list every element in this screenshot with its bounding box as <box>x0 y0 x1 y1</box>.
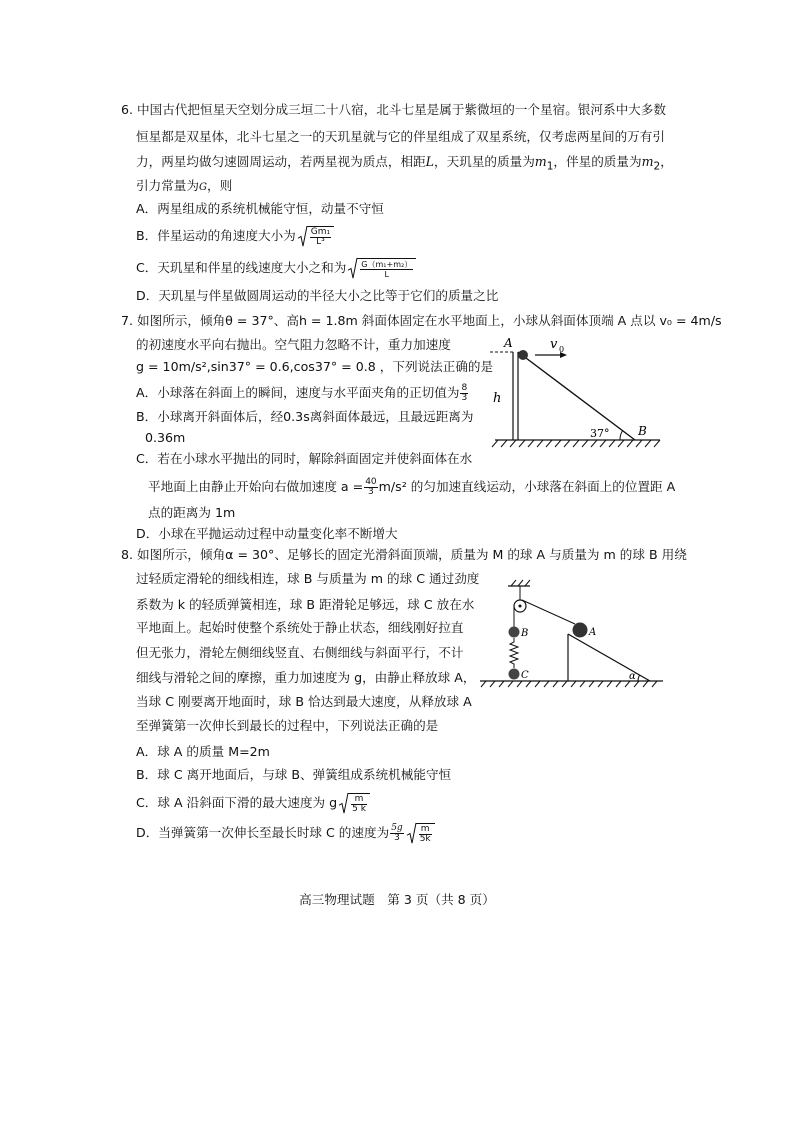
q8-line-4: 平地面上。起始时使整个系统处于静止状态，细线刚好拉直 <box>136 620 464 635</box>
label-v0: v <box>550 337 558 352</box>
label-b: B <box>521 628 529 639</box>
ground-hatching <box>492 440 660 447</box>
label-v0-subscript: 0 <box>559 345 565 354</box>
angle-arc <box>620 431 623 440</box>
fraction-numerator: 8 <box>461 383 468 393</box>
option-text: 平地面上由静止开始向右做加速度 a = <box>148 479 364 494</box>
fraction-denominator: 5k <box>419 834 431 844</box>
q8-line-7: 当球 C 刚要离开地面时，球 B 恰达到最大速度，从释放球 A <box>136 694 472 709</box>
subscript: 1 <box>546 160 554 173</box>
ceiling-hatching <box>511 580 530 586</box>
q8-option-d <box>136 823 435 844</box>
label-c: C <box>521 670 529 681</box>
q8-line-6: 细线与滑轮之间的摩擦，重力加速度为 g，由静止释放球 A， <box>136 670 476 685</box>
q6-text: ，天玑星的质量为 <box>434 154 535 169</box>
string-incline <box>522 600 575 624</box>
q6-text: ，伴星的质量为 <box>553 154 642 169</box>
fraction-numerator: Gm₁ <box>310 227 331 237</box>
q8-line-1: 8. 如图所示，倾角α = 30°、足够长的固定光滑斜面顶端，质量为 M 的球 A 与质量为 m 的球 B 用绕 <box>121 547 687 562</box>
subscript: 2 <box>653 160 661 173</box>
fraction-denominator: 3 <box>368 487 374 497</box>
q6-text: ， <box>660 154 673 169</box>
q7-option-b-line-2: 0.36m <box>145 430 186 445</box>
symbol-G: G <box>198 182 207 193</box>
q7-line-2: 的初速度水平向右抛出。空气阻力忽略不计，重力加速度 <box>136 337 451 352</box>
fraction-denominator: 3 <box>394 833 400 843</box>
ball-icon <box>518 350 528 360</box>
fraction-denominator: L <box>384 270 389 279</box>
q7-option-c-line-2 <box>148 478 675 497</box>
ball-b-icon <box>509 627 520 638</box>
q8-line-5: 但无张力，滑轮左侧细线竖直、右侧细线与斜面平行，不计 <box>136 645 464 660</box>
q7-option-c-line-3: 点的距离为 1m <box>148 505 236 520</box>
q6-line-3 <box>136 154 673 175</box>
q6-line-2: 恒星都是双星体，北斗七星之一的天玑星就与它的伴星组成了双星系统，仅考虑两星间的万有引 <box>136 129 665 144</box>
symbol-m2: m <box>641 154 654 169</box>
ball-a-icon <box>573 623 588 638</box>
radical <box>407 823 435 844</box>
option-text: A．小球落在斜面上的瞬间，速度与水平面夹角的正切值为 <box>136 385 460 400</box>
label-a: A <box>504 336 513 350</box>
q8-pulley-figure <box>478 578 668 693</box>
q7-line-3: g = 10m/s²,sin37° = 0.6,cos37° = 0.8 ，下列说法正确的是 <box>136 359 494 374</box>
q7-line-1: 7. 如图所示，倾角θ = 37°、高h = 1.8m 斜面体固定在水平地面上，小球从斜面体顶端 A 点以 v₀ = 4m/s <box>121 313 722 328</box>
label-b: B <box>638 424 647 438</box>
q6-line-4 <box>136 178 232 196</box>
radical <box>298 226 334 247</box>
q6-option-c <box>136 258 416 279</box>
fraction-numerator: 40 <box>365 477 377 487</box>
q7-option-c-line-1: C．若在小球水平抛出的同时，解除斜面固定并使斜面体在水 <box>136 451 473 466</box>
page-footer: 高三物理试题 第 3 页（共 8 页） <box>299 892 495 907</box>
option-text: B．伴星运动的角速度大小为 <box>136 228 296 243</box>
radical <box>348 258 416 279</box>
symbol-L: L <box>425 154 435 169</box>
q8-option-a: A．球 A 的质量 M=2m <box>136 744 270 759</box>
q6-line-1: 6. 中国古代把恒星天空划分成三垣二十八宿，北斗七星是属于紫微垣的一个星宿。银河系中大多数 <box>121 102 666 117</box>
fraction-numerator: G（m₁+m₂） <box>361 260 413 269</box>
q7-option-b-line-1: B．小球离开斜面体后，经0.3s离斜面体最远，且最远距离为 <box>136 409 474 424</box>
option-text: D．当弹簧第一次伸长至最长时球 C 的速度为 <box>136 825 390 840</box>
option-text: C．天玑星和伴星的线速度大小之和为 <box>136 260 347 275</box>
q8-option-b: B．球 C 离开地面后，与球 B、弹簧组成系统机械能守恒 <box>136 767 452 782</box>
incline-slope <box>568 634 650 681</box>
angle-arc <box>638 675 640 681</box>
q6-option-b <box>136 226 334 247</box>
fraction-numerator: m <box>351 795 367 805</box>
q7-incline-figure <box>480 330 665 455</box>
ball-c-icon <box>509 669 520 680</box>
fraction-denominator: 3 <box>461 393 468 403</box>
pulley-axle-icon <box>519 605 522 608</box>
spring-icon <box>510 638 518 668</box>
q6-text: 力，两星均做匀速圆周运动，若两星视为质点，相距 <box>136 154 426 169</box>
fraction-denominator: 5 k <box>352 804 366 814</box>
radical <box>339 793 370 814</box>
q6-text: ，则 <box>206 178 233 193</box>
fraction-denominator: L³ <box>316 237 325 247</box>
q6-option-a: A．两星组成的系统机械能守恒，动量不守恒 <box>136 201 384 216</box>
option-text: m/s² 的匀加速直线运动，小球落在斜面上的位置距 A <box>378 479 676 494</box>
label-alpha: α <box>629 671 636 682</box>
q8-line-2: 过轻质定滑轮的细线相连，球 B 与质量为 m 的球 C 通过劲度 <box>136 571 480 586</box>
label-a: A <box>589 627 597 638</box>
label-angle: 37° <box>590 427 610 440</box>
q8-line-8: 至弹簧第一次伸长到最长的过程中，下列说法正确的是 <box>136 718 439 733</box>
label-h: h <box>493 391 502 406</box>
option-text: C．球 A 沿斜面下滑的最大速度为 g <box>136 795 338 810</box>
q8-line-3: 系数为 k 的轻质弹簧相连，球 B 距滑轮足够远，球 C 放在水 <box>136 597 475 612</box>
q6-text: 引力常量为 <box>136 178 199 193</box>
q7-option-a <box>136 384 469 403</box>
q7-option-d: D．小球在平抛运动过程中动量变化率不断增大 <box>136 526 398 541</box>
incline-slope <box>518 352 635 440</box>
fraction-numerator: 5g <box>391 823 403 833</box>
fraction-numerator: m <box>419 825 432 835</box>
q8-option-c <box>136 793 370 814</box>
q6-option-d: D．天玑星与伴星做圆周运动的半径大小之比等于它们的质量之比 <box>136 288 499 303</box>
symbol-m1: m <box>534 154 547 169</box>
